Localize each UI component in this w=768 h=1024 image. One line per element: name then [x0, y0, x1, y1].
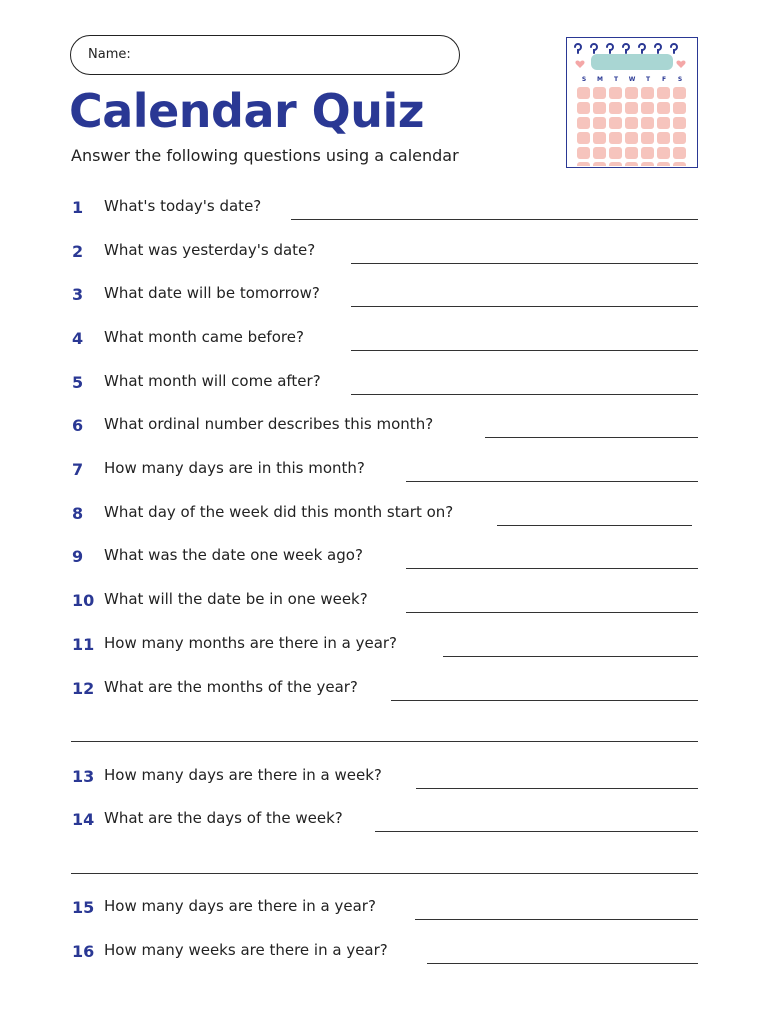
answer-line[interactable] [375, 831, 698, 832]
calendar-cell [673, 117, 686, 129]
question-number: 10 [72, 591, 95, 610]
page-title: Calendar Quiz [69, 84, 425, 138]
calendar-cell [577, 102, 590, 114]
answer-line[interactable] [485, 437, 698, 438]
calendar-cell [673, 102, 686, 114]
question-number: 12 [72, 679, 95, 698]
calendar-cell [593, 102, 606, 114]
calendar-cell [625, 132, 638, 144]
calendar-cell [593, 87, 606, 99]
calendar-cell [609, 117, 622, 129]
calendar-cell [609, 162, 622, 166]
calendar-cell [641, 147, 654, 159]
calendar-cell [593, 162, 606, 166]
calendar-cell [673, 147, 686, 159]
question-number: 3 [72, 285, 84, 304]
question-text: How many weeks are there in a year? [104, 941, 388, 959]
calendar-icon [566, 37, 698, 168]
question-text: What was yesterday's date? [104, 241, 316, 259]
calendar-cell [657, 87, 670, 99]
answer-line[interactable] [351, 306, 698, 307]
calendar-cell [609, 132, 622, 144]
calendar-cell [673, 87, 686, 99]
calendar-illustration [567, 38, 696, 166]
question-text: What date will be tomorrow? [104, 284, 320, 302]
page-subtitle: Answer the following questions using a calendar [71, 146, 459, 165]
question-number: 2 [72, 242, 84, 261]
calendar-cell [577, 147, 590, 159]
question-text: What ordinal number describes this month? [104, 415, 434, 433]
question-text: How many days are there in a year? [104, 897, 376, 915]
answer-line-continued[interactable] [71, 741, 698, 742]
answer-line[interactable] [415, 919, 698, 920]
question-text: What month will come after? [104, 372, 321, 390]
calendar-cell [577, 87, 590, 99]
calendar-cell [641, 117, 654, 129]
answer-line[interactable] [406, 568, 698, 569]
question-number: 8 [72, 504, 84, 523]
answer-line-continued[interactable] [71, 873, 698, 874]
question-text: How many days are in this month? [104, 459, 365, 477]
calendar-cell [657, 102, 670, 114]
question-text: What's today's date? [104, 197, 262, 215]
weekday-label: T [645, 76, 651, 83]
answer-line[interactable] [391, 700, 698, 701]
answer-line[interactable] [497, 525, 692, 526]
question-number: 16 [72, 942, 95, 961]
heart-icon-left [575, 61, 584, 68]
question-text: What are the months of the year? [104, 678, 358, 696]
answer-line[interactable] [351, 394, 698, 395]
question-text: What month came before? [104, 328, 304, 346]
calendar-cell [593, 132, 606, 144]
calendar-cell [577, 132, 590, 144]
question-text: What will the date be in one week? [104, 590, 368, 608]
question-text: What was the date one week ago? [104, 546, 363, 564]
calendar-cell [625, 102, 638, 114]
weekday-label: S [581, 76, 587, 83]
calendar-cell [625, 117, 638, 129]
question-number: 6 [72, 416, 84, 435]
question-number: 15 [72, 898, 95, 917]
answer-line[interactable] [351, 350, 698, 351]
calendar-cell [657, 117, 670, 129]
month-bar [591, 54, 673, 70]
calendar-cell [657, 162, 670, 166]
calendar-cell [641, 87, 654, 99]
calendar-cell [609, 87, 622, 99]
calendar-cell [657, 147, 670, 159]
question-number: 1 [72, 198, 84, 217]
answer-line[interactable] [416, 788, 698, 789]
calendar-cell [577, 162, 590, 166]
binder-rings [575, 44, 677, 53]
weekday-label: F [661, 76, 667, 83]
calendar-cell [625, 162, 638, 166]
calendar-cell [657, 132, 670, 144]
answer-line[interactable] [406, 481, 698, 482]
calendar-cell [673, 162, 686, 166]
question-number: 5 [72, 373, 84, 392]
question-text: What are the days of the week? [104, 809, 343, 827]
weekday-label: W [628, 76, 636, 83]
calendar-cell [641, 102, 654, 114]
weekday-label: S [677, 76, 683, 83]
calendar-cell [641, 162, 654, 166]
calendar-cell [609, 147, 622, 159]
answer-line[interactable] [406, 612, 698, 613]
question-number: 4 [72, 329, 84, 348]
calendar-cell [641, 132, 654, 144]
answer-line[interactable] [291, 219, 698, 220]
question-number: 13 [72, 767, 95, 786]
weekday-label: M [597, 76, 603, 83]
question-number: 7 [72, 460, 84, 479]
question-text: What day of the week did this month start on? [104, 503, 454, 521]
question-number: 11 [72, 635, 95, 654]
calendar-cell [625, 87, 638, 99]
calendar-cell [673, 132, 686, 144]
answer-line[interactable] [351, 263, 698, 264]
calendar-cell [593, 117, 606, 129]
name-field[interactable] [70, 35, 460, 75]
calendar-cell [625, 147, 638, 159]
weekday-label: T [613, 76, 619, 83]
question-text: How many days are there in a week? [104, 766, 382, 784]
name-label: Name: [88, 47, 131, 62]
calendar-cell [577, 117, 590, 129]
question-number: 14 [72, 810, 95, 829]
question-number: 9 [72, 547, 84, 566]
calendar-cell [593, 147, 606, 159]
calendar-grid [577, 87, 686, 166]
heart-icon-right [676, 61, 685, 68]
calendar-cell [609, 102, 622, 114]
answer-line[interactable] [443, 656, 698, 657]
answer-line[interactable] [427, 963, 698, 964]
question-text: How many months are there in a year? [104, 634, 398, 652]
